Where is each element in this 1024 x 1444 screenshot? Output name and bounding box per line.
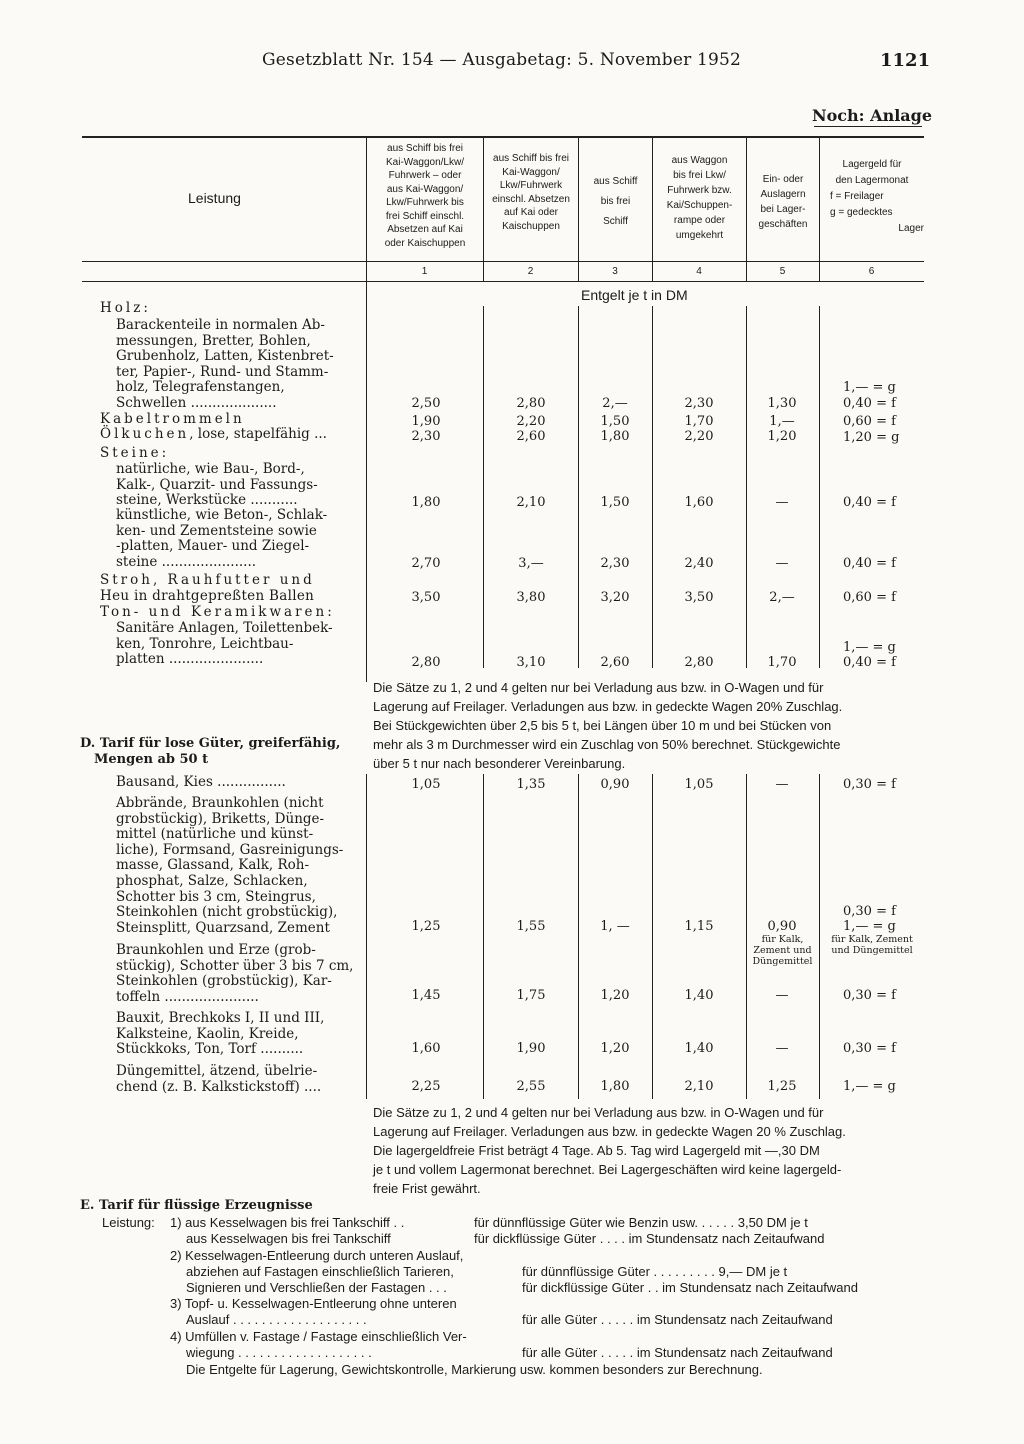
kabel-lager: 0,60 = f <box>843 414 896 429</box>
section-d-title: D. Tarif für lose Güter, greiferfähig, Mengen ab 50 t <box>80 736 341 767</box>
d-row1-col2: 1,35 <box>516 777 546 792</box>
steine-title: Steine: <box>100 445 170 461</box>
col-number-1: 1 <box>421 266 428 277</box>
holz-col5: 1,30 <box>767 396 797 411</box>
holz-col3: 2,— <box>602 396 628 411</box>
stroh-col3: 3,20 <box>600 590 630 605</box>
steine-b-col3: 2,30 <box>600 556 630 571</box>
stroh-col5: 2,— <box>769 590 795 605</box>
d-row1-lager: 0,30 = f <box>843 777 896 792</box>
steine-a-col4: 1,60 <box>684 495 714 510</box>
d-row5-col3: 1,80 <box>600 1079 630 1094</box>
e-item3-right: für alle Güter . . . . . im Stundensatz nach Zeitaufwand <box>522 1312 833 1327</box>
d-row1-col4: 1,05 <box>684 777 714 792</box>
d-row3-col4: 1,40 <box>684 988 714 1003</box>
note-lower: Die Sätze zu 1, 2 und 4 gelten nur bei Verladung aus bzw. in O-Wagen und für Lagerung auf Freilager. Verladungen aus bzw. in gedeckte Wagen 20 % Zuschlag. Die lagergeldfreie Frist beträgt 4 Tage. Ab 5. Tag wird Lagergeld mit —,30 DM je t und vollem Lagermonat berechnet. Bei Lagergeschäften wird keine lagergeld- freie Frist gewährt. <box>373 1105 846 1196</box>
e-item4-right: für alle Güter . . . . . im Stundensatz nach Zeitaufwand <box>522 1345 833 1360</box>
holz-col4: 2,30 <box>684 396 714 411</box>
holz-title: Holz: <box>100 300 151 316</box>
leistung-heading: Leistung <box>188 190 241 206</box>
d-row4-col2: 1,90 <box>516 1041 546 1056</box>
d-row2-col6-note: für Kalk, Zement und Düngemittel <box>831 934 913 956</box>
kabel-label: Kabeltrommeln <box>100 411 245 427</box>
d-row3-col1: 1,45 <box>411 988 441 1003</box>
d-row5-col1: 2,25 <box>411 1079 441 1094</box>
e-item4-left: 4) Umfüllen v. Fastage / Fastage einschließlich Ver- wiegung . . . . . . . . . . . . . . . . . . . <box>170 1329 467 1360</box>
section-e-leistung-label: Leistung: <box>102 1215 155 1230</box>
d-row4-col5: — <box>775 1041 789 1056</box>
d-row3-col2: 1,75 <box>516 988 546 1003</box>
d-row3-col3: 1,20 <box>600 988 630 1003</box>
col-number-6: 6 <box>868 266 875 277</box>
page-number: 1121 <box>880 50 931 71</box>
steine-b-col1: 2,70 <box>411 556 441 571</box>
e-item1-right: für dünnflüssige Güter wie Benzin usw. . . . . . 3,50 DM je t für dickflüssige Güter . . . . im Stundensatz nach Zeitaufwand <box>474 1215 825 1246</box>
d-row4-lager: 0,30 = f <box>843 1041 896 1056</box>
steine-a-col3: 1,50 <box>600 495 630 510</box>
holz-lager-g: 1,— = g <box>843 380 896 395</box>
body-divider-3 <box>652 306 653 668</box>
stroh-col1: 3,50 <box>411 590 441 605</box>
head-bottom-rule <box>82 261 924 262</box>
body-divider-5 <box>819 306 820 668</box>
body-divider-2 <box>578 306 579 668</box>
subtitle-rule <box>814 126 922 127</box>
subtitle: Noch: Anlage <box>812 106 933 125</box>
d-row4-label: Bauxit, Brechkoks I, II und III, Kalksteine, Kaolin, Kreide, Stückkoks, Ton, Torf .......... <box>116 1010 325 1058</box>
d-row2-col5: 0,90 <box>767 919 797 934</box>
steine-b-col2: 3,— <box>518 556 544 571</box>
d-row2-col2: 1,55 <box>516 919 546 934</box>
kabel-col4: 1,70 <box>684 414 714 429</box>
steine-a-col2: 2,10 <box>516 495 546 510</box>
col5-heading: Ein- oder Auslagern bei Lager- geschäften <box>758 174 808 230</box>
section-e-footer: Die Entgelte für Lagerung, Gewichtskontrolle, Markierung usw. kommen besonders zur Berechnung. <box>186 1362 763 1377</box>
number-bottom-rule <box>82 281 924 282</box>
oel-lager: 1,20 = g <box>843 430 900 445</box>
col1-heading: aus Schiff bis frei Kai-Waggon/Lkw/ Fuhrwerk – oder aus Kai-Waggon/ Lkw/Fuhrwerk bis frei Schiff einschl. Absetzen auf Kai oder Kaischuppen <box>384 143 466 249</box>
e-item3-left: 3) Topf- u. Kesselwagen-Entleerung ohne unteren Auslauf . . . . . . . . . . . . . . . . . . . <box>170 1296 457 1327</box>
running-title: Gesetzblatt Nr. 154 — Ausgabetag: 5. November 1952 <box>262 50 742 70</box>
holz-description: Barackenteile in normalen Ab- messungen, Bretter, Bohlen, Grubenholz, Latten, Kistenbret- ter, Papier-, Rund- und Stamm- holz, Telegrafenstangen, Schwellen .................... <box>116 317 334 411</box>
unit-label: Entgelt je t in DM <box>581 287 688 303</box>
d-row1-col5: — <box>775 777 789 792</box>
stroh-lager: 0,60 = f <box>843 590 896 605</box>
table-top-rule <box>82 136 924 138</box>
d-row5-label: Düngemittel, ätzend, übelrie- chend (z. B. Kalkstickstoff) .... <box>116 1063 322 1095</box>
e-item2-right: für dünnflüssige Güter . . . . . . . . . 9,— DM je t für dickflüssige Güter . . im Stundensatz nach Zeitaufwand <box>522 1264 859 1295</box>
stroh-col4: 3,50 <box>684 590 714 605</box>
d-row2-col3: 1, — <box>600 919 630 934</box>
holz-lager-f: 0,40 = f <box>843 396 896 411</box>
oel-col1: 2,30 <box>411 429 441 444</box>
ton-title: Ton- und Keramikwaren: <box>100 604 335 620</box>
d-row2-lager-g: 1,— = g <box>843 919 896 934</box>
steine-artificial: künstliche, wie Beton-, Schlak- ken- und Zementsteine sowie -platten, Mauer- und Ziegel- steine ...................... <box>116 507 328 570</box>
holz-col2: 2,80 <box>516 396 546 411</box>
stroh-label: Stroh, Rauhfutter und Heu in drahtgepreßten Ballen <box>100 572 315 604</box>
kabel-col2: 2,20 <box>516 414 546 429</box>
col-number-3: 3 <box>612 266 618 277</box>
d-row5-col5: 1,25 <box>767 1079 797 1094</box>
d-row4-col4: 1,40 <box>684 1041 714 1056</box>
d-row1-label: Bausand, Kies ................ <box>116 774 286 790</box>
e-item1-left: 1) aus Kesselwagen bis frei Tankschiff . . aus Kesselwagen bis frei Tankschiff <box>170 1215 405 1246</box>
d-row3-lager: 0,30 = f <box>843 988 896 1003</box>
d-row1-col1: 1,05 <box>411 777 441 792</box>
d-row5-col4: 2,10 <box>684 1079 714 1094</box>
oel-col3: 1,80 <box>600 429 630 444</box>
d-row2-col5-note: für Kalk, Zement und Düngemittel <box>752 934 813 967</box>
ton-col4: 2,80 <box>684 655 714 670</box>
kabel-col3: 1,50 <box>600 414 630 429</box>
note-upper: Die Sätze zu 1, 2 und 4 gelten nur bei Verladung aus bzw. in O-Wagen und für Lagerung auf Freilager. Verladungen aus bzw. in gedeckte Wagen 20% Zuschlag. Bei Stückgewichten über 2,5 bis 5 t, bei Längen über 10 m und bei Stücken von mehr als 3 m Durchmesser wird ein Zuschlag von 50% berechnet. Stückgewichte über 5 t nur nach besonderer Vereinbarung. <box>373 680 843 771</box>
ton-col5: 1,70 <box>767 655 797 670</box>
d-row5-col2: 2,55 <box>516 1079 546 1094</box>
col3-heading: aus Schiff bis frei Schiff <box>593 176 638 227</box>
body-divider-4 <box>746 306 747 668</box>
d-row3-label: Braunkohlen und Erze (grob- stückig), Schotter über 3 bis 7 cm, Steinkohlen (grobstückig), Kar- toffeln ...................... <box>116 942 354 1005</box>
col-number-5: 5 <box>779 266 786 277</box>
steine-a-lager: 0,40 = f <box>843 495 896 510</box>
holz-col1: 2,50 <box>411 396 441 411</box>
d-row1-col3: 0,90 <box>600 777 630 792</box>
lower-divider-0 <box>366 774 367 1099</box>
ton-description: Sanitäre Anlagen, Toilettenbek- ken, Tonrohre, Leichtbau- platten ...................... <box>116 620 333 668</box>
oel-col2: 2,60 <box>516 429 546 444</box>
d-row2-col1: 1,25 <box>411 919 441 934</box>
d-row2-col4: 1,15 <box>684 919 714 934</box>
kabel-col1: 1,90 <box>411 414 441 429</box>
steine-a-col5: — <box>775 495 789 510</box>
section-e-title: E. Tarif für flüssige Erzeugnisse <box>80 1198 313 1213</box>
lower-divider-1 <box>483 774 484 1099</box>
d-row2-label: Abbrände, Braunkohlen (nicht grobstückig), Briketts, Dünge- mittel (natürliche und künst- liche), Formsand, Gasreinigungs- masse, Glassand, Kalk, Roh- phosphat, Salze, Schlacken, Schotter bis 3 cm, Steingrus, Steinkohlen (nicht grobstückig), Steinsplitt, Quarzsand, Zement <box>116 795 344 936</box>
col6-heading: Lagergeld für den Lagermonat f = Freilager g = gedecktes Lager <box>830 159 924 234</box>
ton-col1: 2,80 <box>411 655 441 670</box>
e-item2-left: 2) Kesselwagen-Entleerung durch unteren Auslauf, abziehen auf Fastagen einschließlich Tarieren, Signieren und Verschließen der Fastagen . . . <box>170 1248 464 1295</box>
col2-heading: aus Schiff bis frei Kai-Waggon/ Lkw/Fuhrwerk einschl. Absetzen auf Kai oder Kaischuppen <box>492 153 570 232</box>
col4-heading: aus Waggon bis frei Lkw/ Fuhrwerk bzw. Kai/Schuppen- rampe oder umgekehrt <box>666 155 733 241</box>
oel-col5: 1,20 <box>767 429 797 444</box>
steine-a-col1: 1,80 <box>411 495 441 510</box>
d-row4-col3: 1,20 <box>600 1041 630 1056</box>
steine-natural: natürliche, wie Bau-, Bord-, Kalk-, Quarzit- und Fassungs- steine, Werkstücke ........... <box>116 461 318 509</box>
col-divider-0 <box>366 136 367 682</box>
col-number-4: 4 <box>696 266 702 277</box>
ton-lager-g: 1,— = g <box>843 640 896 655</box>
oel-col4: 2,20 <box>684 429 714 444</box>
body-divider-1 <box>483 306 484 668</box>
kabel-col5: 1,— <box>769 414 795 429</box>
stroh-col2: 3,80 <box>516 590 546 605</box>
steine-b-col5: — <box>775 556 789 571</box>
d-row2-lager-f: 0,30 = f <box>843 904 896 919</box>
d-row5-lager: 1,— = g <box>843 1079 896 1094</box>
d-row3-col5: — <box>775 988 789 1003</box>
ton-col2: 3,10 <box>516 655 546 670</box>
ton-col3: 2,60 <box>600 655 630 670</box>
ton-lager-f: 0,40 = f <box>843 655 896 670</box>
d-row4-col1: 1,60 <box>411 1041 441 1056</box>
col-number-2: 2 <box>527 266 534 277</box>
oel-line: Ölkuchen, lose, stapelfähig ... <box>100 426 327 442</box>
steine-b-lager: 0,40 = f <box>843 556 896 571</box>
steine-b-col4: 2,40 <box>684 556 714 571</box>
